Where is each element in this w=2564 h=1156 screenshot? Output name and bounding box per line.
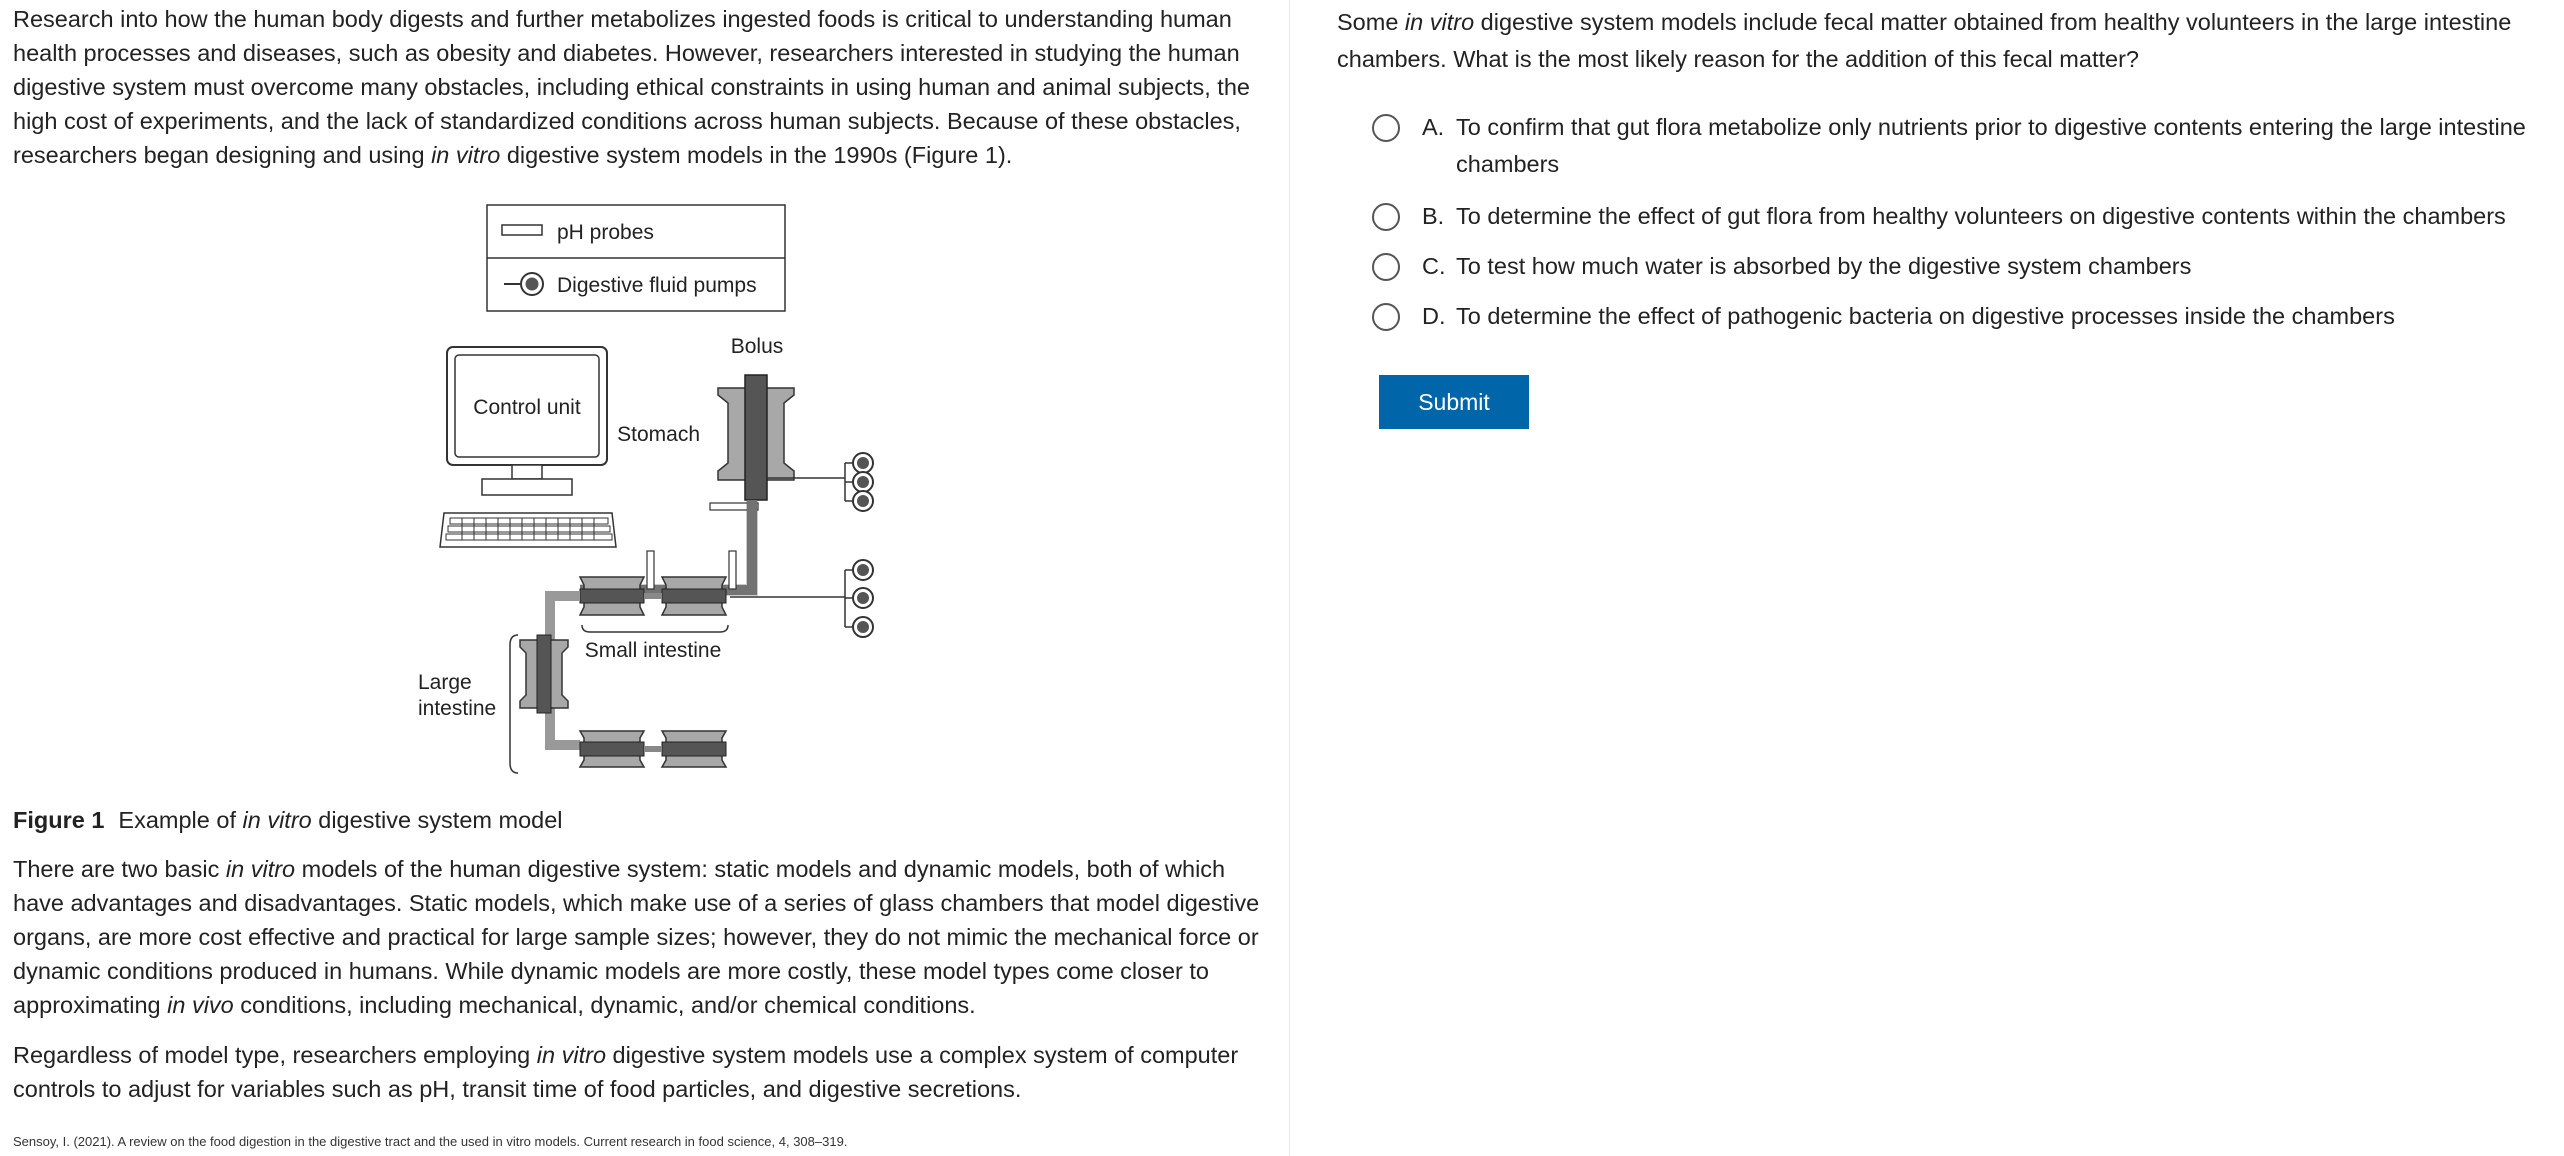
option-text: To determine the effect of gut flora from healthy volunteers on digestive contents within the chambers xyxy=(1456,203,2506,229)
stomach-piston xyxy=(745,375,767,500)
option-text: To confirm that gut flora metabolize only nutrients prior to digestive contents entering the large intestine chambers xyxy=(1456,114,2526,177)
passage-paragraph-2: There are two basic in vitro models of the human digestive system: static models and dynamic models, both of which have advantages and disadvantages. Static models, which make use of a series of glass chambers that model digestive organs, are more cost effective and practical for large sample sizes; however, they do not mimic the mechanical force or dynamic conditions produced in humans. While dynamic models are more costly, these model types come closer to approximating in vivo conditions, including mechanical, dynamic, and/or chemical conditions. xyxy=(13,856,1260,1018)
radio-b[interactable] xyxy=(1372,203,1400,231)
legend-fluid-pumps: Digestive fluid pumps xyxy=(557,274,757,297)
bolus-label: Bolus xyxy=(730,335,784,358)
figure-caption xyxy=(13,803,563,837)
figure-caption-label: Figure 1 xyxy=(13,807,105,833)
pump-group-lower xyxy=(845,560,873,637)
small-intestine-label: Small intestine xyxy=(584,639,722,662)
figure-caption-text: Example of in vitro digestive system model xyxy=(118,807,563,833)
large-intestine-label-1: Large xyxy=(418,671,472,694)
radio-c[interactable] xyxy=(1372,253,1400,281)
option-text: To test how much water is absorbed by the digestive system chambers xyxy=(1456,253,2192,279)
option-letter: D. xyxy=(1422,303,1446,329)
radio-d[interactable] xyxy=(1372,303,1400,331)
answer-option-b[interactable] xyxy=(1372,201,2552,235)
option-letter: A. xyxy=(1422,114,1445,140)
answer-option-c[interactable] xyxy=(1372,251,2552,285)
citation: Sensoy, I. (2021). A review on the food digestion in the digestive tract and the used in vitro models. Current research in food science, 4, 308–319. xyxy=(13,1134,848,1149)
passage-paragraph-3: Regardless of model type, researchers employing in vitro digestive system models use a complex system of computer controls to adjust for variables such as pH, transit time of food particles, and digestive secretions. xyxy=(13,1042,1239,1102)
stomach-label: Stomach xyxy=(617,423,700,446)
passage-paragraph-1: Research into how the human body digests and further metabolizes ingested foods is critical to understanding human health processes and diseases, such as obesity and diabetes. However, researchers interested in studying the human digestive system must overcome many obstacles, including ethical constraints in using human and animal subjects, the high cost of experiments, and the lack of standardized conditions across human subjects. Because of these obstacles, researchers began designing and using in vitro digestive system models in the 1990s (Figure 1). xyxy=(13,6,1250,168)
question-stem: Some in vitro digestive system models include fecal matter obtained from healthy volunteers in the large intestine chambers. What is the most likely reason for the addition of this fecal matter? xyxy=(1337,9,2512,72)
answer-option-d[interactable] xyxy=(1372,301,2552,335)
option-letter: C. xyxy=(1422,253,1446,279)
legend-ph-probes: pH probes xyxy=(557,221,654,244)
submit-button[interactable]: Submit xyxy=(1379,375,1529,429)
question-pane xyxy=(1291,0,2564,1156)
radio-a[interactable] xyxy=(1372,114,1400,142)
control-unit-label: Control unit xyxy=(473,396,581,419)
large-intestine-label-2: intestine xyxy=(418,697,497,720)
pump-group-upper xyxy=(845,453,873,511)
answer-option-a[interactable] xyxy=(1372,112,2552,183)
digestive-model-figure xyxy=(400,195,920,775)
ph-probe-legend-icon xyxy=(502,225,542,235)
option-text: To determine the effect of pathogenic bacteria on digestive processes inside the chambers xyxy=(1456,303,2395,329)
option-letter: B. xyxy=(1422,203,1445,229)
